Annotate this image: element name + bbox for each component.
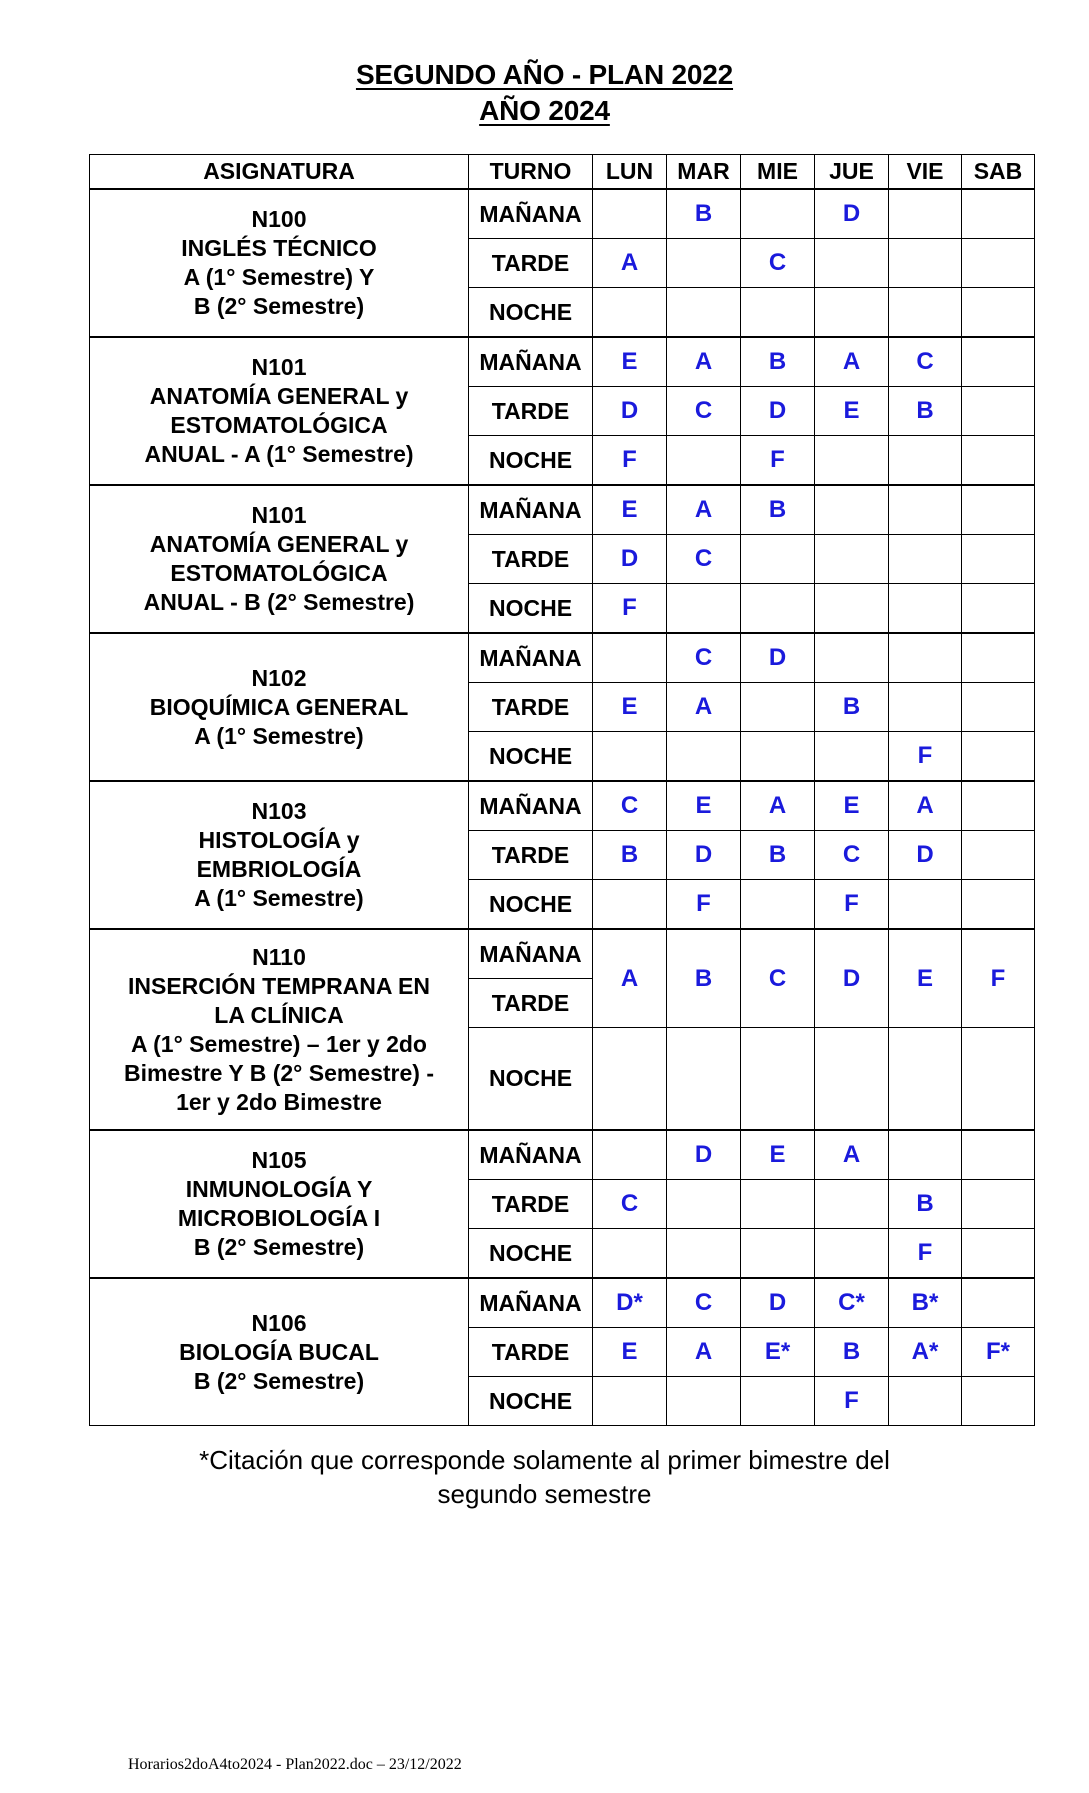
schedule-cell-lun (593, 1229, 667, 1279)
schedule-cell-mie (741, 683, 815, 732)
schedule-cell-sab (962, 1229, 1035, 1279)
schedule-cell-lun: D* (593, 1278, 667, 1328)
schedule-cell-mar (667, 584, 741, 634)
schedule-cell-lun: E (593, 485, 667, 535)
schedule-cell-lun: A (593, 929, 667, 1028)
schedule-cell-mar: F (667, 880, 741, 930)
table-row (90, 189, 1035, 239)
subject-line: 1er y 2do Bimestre (176, 1088, 382, 1115)
subject-line: MICROBIOLOGÍA I (177, 1205, 381, 1231)
subject-line: ANATOMÍA GENERAL y (149, 531, 409, 557)
schedule-cell-vie (889, 189, 962, 239)
schedule-cell-lun: E (593, 337, 667, 387)
subject-line: B (2° Semestre) (193, 1234, 365, 1260)
schedule-cell-lun (593, 633, 667, 683)
schedule-cell-mie: D (741, 387, 815, 436)
subject-cell (90, 485, 469, 633)
schedule-cell-mie: C (741, 929, 815, 1028)
turno-cell: TARDE (469, 831, 593, 880)
schedule-cell-mar: D (667, 831, 741, 880)
subject-cell (90, 1130, 469, 1278)
schedule-cell-vie: B* (889, 1278, 962, 1328)
schedule-cell-vie (889, 535, 962, 584)
turno-cell: TARDE (469, 683, 593, 732)
schedule-cell-sab (962, 1130, 1035, 1180)
table-row (90, 485, 1035, 535)
subject-cell (90, 929, 469, 1130)
schedule-cell-vie: B (889, 387, 962, 436)
turno-cell: MAÑANA (469, 337, 593, 387)
schedule-cell-mar (667, 1028, 741, 1131)
schedule-cell-sab (962, 1028, 1035, 1131)
schedule-cell-mie: F (741, 436, 815, 486)
table-header-row (90, 155, 1035, 190)
schedule-cell-jue: D (815, 189, 889, 239)
schedule-cell-jue (815, 485, 889, 535)
schedule-cell-jue: F (815, 1377, 889, 1426)
subject-line: INGLÉS TÉCNICO (181, 235, 377, 261)
turno-cell: MAÑANA (469, 485, 593, 535)
schedule-cell-mie (741, 189, 815, 239)
schedule-cell-mie: B (741, 831, 815, 880)
schedule-cell-lun: D (593, 535, 667, 584)
schedule-cell-vie (889, 436, 962, 486)
schedule-cell-jue (815, 1028, 889, 1131)
subject-code: N106 (251, 1309, 307, 1336)
turno-cell: TARDE (469, 535, 593, 584)
schedule-cell-vie (889, 1130, 962, 1180)
schedule-cell-mar: D (667, 1130, 741, 1180)
schedule-cell-jue: C* (815, 1278, 889, 1328)
schedule-cell-mie (741, 1180, 815, 1229)
subject-line: ANATOMÍA GENERAL y (149, 383, 409, 409)
schedule-cell-vie: C (889, 337, 962, 387)
header-lun: LUN (593, 155, 667, 190)
header-sab: SAB (962, 155, 1035, 190)
subject-line: INSERCIÓN TEMPRANA EN (128, 972, 430, 999)
schedule-cell-vie (889, 239, 962, 288)
turno-cell: NOCHE (469, 1229, 593, 1279)
schedule-cell-mie (741, 1229, 815, 1279)
subject-line: Bimestre Y B (2° Semestre) - (123, 1059, 435, 1086)
schedule-cell-sab (962, 880, 1035, 930)
schedule-cell-jue: C (815, 831, 889, 880)
subject-cell (90, 189, 469, 337)
schedule-cell-jue (815, 584, 889, 634)
schedule-cell-mie (741, 584, 815, 634)
schedule-cell-lun (593, 880, 667, 930)
schedule-cell-mar (667, 288, 741, 338)
schedule-cell-vie: E (889, 929, 962, 1028)
subject-line: ANUAL - A (1° Semestre) (144, 441, 414, 467)
schedule-cell-vie: D (889, 831, 962, 880)
table-row (90, 337, 1035, 387)
schedule-cell-jue: B (815, 1328, 889, 1377)
table-row (90, 929, 1035, 979)
schedule-cell-lun: E (593, 683, 667, 732)
turno-cell: TARDE (469, 1180, 593, 1229)
subject-code: N101 (251, 502, 307, 528)
schedule-cell-vie (889, 633, 962, 683)
schedule-cell-lun: C (593, 1180, 667, 1229)
header-mar: MAR (667, 155, 741, 190)
schedule-cell-jue (815, 239, 889, 288)
turno-cell: TARDE (469, 1328, 593, 1377)
schedule-table (89, 154, 1035, 1426)
schedule-cell-sab (962, 436, 1035, 486)
footnote (0, 1443, 1089, 1511)
schedule-cell-mie (741, 535, 815, 584)
schedule-cell-sab: F* (962, 1328, 1035, 1377)
schedule-cell-sab (962, 831, 1035, 880)
turno-cell: MAÑANA (469, 633, 593, 683)
schedule-cell-sab (962, 239, 1035, 288)
subject-line: ANUAL - B (2° Semestre) (143, 589, 415, 615)
schedule-cell-mar: C (667, 387, 741, 436)
schedule-cell-jue: B (815, 683, 889, 732)
subject-line: EMBRIOLOGÍA (196, 856, 362, 882)
schedule-cell-mar (667, 239, 741, 288)
schedule-cell-lun: F (593, 584, 667, 634)
subject-cell (90, 1278, 469, 1426)
schedule-cell-sab (962, 288, 1035, 338)
schedule-cell-jue: A (815, 1130, 889, 1180)
schedule-cell-mie (741, 880, 815, 930)
schedule-cell-sab (962, 337, 1035, 387)
subject-line: BIOQUÍMICA GENERAL (149, 693, 409, 720)
subject-code: N100 (251, 206, 307, 232)
schedule-cell-lun (593, 732, 667, 782)
schedule-cell-mie (741, 1028, 815, 1131)
schedule-cell-mar (667, 436, 741, 486)
schedule-cell-lun: E (593, 1328, 667, 1377)
schedule-cell-jue: F (815, 880, 889, 930)
turno-cell: MAÑANA (469, 781, 593, 831)
turno-cell: NOCHE (469, 880, 593, 930)
turno-cell: NOCHE (469, 1028, 593, 1131)
schedule-cell-lun: D (593, 387, 667, 436)
subject-cell (90, 337, 469, 485)
schedule-cell-lun: F (593, 436, 667, 486)
schedule-cell-vie: A (889, 781, 962, 831)
document-subtitle-year: AÑO 2024 (479, 95, 610, 126)
schedule-cell-sab (962, 633, 1035, 683)
table-row (90, 1278, 1035, 1328)
subject-line: A (1° Semestre) Y (183, 264, 375, 290)
schedule-cell-mie: E (741, 1130, 815, 1180)
schedule-cell-vie: B (889, 1180, 962, 1229)
turno-cell: MAÑANA (469, 189, 593, 239)
turno-cell: TARDE (469, 979, 593, 1028)
schedule-cell-mar: C (667, 633, 741, 683)
schedule-cell-mar (667, 732, 741, 782)
turno-cell: NOCHE (469, 288, 593, 338)
schedule-cell-lun (593, 1028, 667, 1131)
schedule-cell-vie: F (889, 1229, 962, 1279)
schedule-cell-mar: B (667, 929, 741, 1028)
subject-cell (90, 781, 469, 929)
schedule-cell-mar: A (667, 683, 741, 732)
schedule-cell-vie (889, 683, 962, 732)
schedule-cell-mie: E* (741, 1328, 815, 1377)
schedule-cell-mar: A (667, 337, 741, 387)
schedule-cell-vie (889, 1377, 962, 1426)
header-jue: JUE (815, 155, 889, 190)
turno-cell: NOCHE (469, 1377, 593, 1426)
subject-code: N101 (251, 354, 307, 380)
schedule-cell-jue (815, 732, 889, 782)
turno-cell: TARDE (469, 387, 593, 436)
schedule-cell-lun: B (593, 831, 667, 880)
schedule-cell-mie: D (741, 1278, 815, 1328)
schedule-cell-jue: A (815, 337, 889, 387)
table-row (90, 633, 1035, 683)
footnote-line-2: segundo semestre (437, 1479, 652, 1509)
schedule-cell-vie (889, 1028, 962, 1131)
header-asignatura: ASIGNATURA (90, 155, 469, 190)
schedule-cell-vie (889, 880, 962, 930)
schedule-cell-lun: A (593, 239, 667, 288)
subject-line: A (1° Semestre) (194, 722, 364, 749)
schedule-cell-mie: B (741, 485, 815, 535)
schedule-cell-sab (962, 189, 1035, 239)
schedule-body (90, 189, 1035, 1426)
subject-line: LA CLÍNICA (214, 1001, 344, 1028)
schedule-cell-vie (889, 584, 962, 634)
schedule-cell-mie (741, 732, 815, 782)
subject-line: ESTOMATOLÓGICA (170, 412, 388, 438)
schedule-cell-vie: F (889, 732, 962, 782)
schedule-cell-mar: A (667, 1328, 741, 1377)
schedule-cell-mar: C (667, 535, 741, 584)
schedule-cell-vie (889, 288, 962, 338)
schedule-cell-sab (962, 1377, 1035, 1426)
subject-line: B (2° Semestre) (193, 1367, 365, 1394)
schedule-cell-jue: E (815, 781, 889, 831)
schedule-cell-mie: C (741, 239, 815, 288)
turno-cell: MAÑANA (469, 929, 593, 979)
schedule-cell-sab (962, 781, 1035, 831)
subject-code: N105 (251, 1147, 307, 1173)
subject-line: INMUNOLOGÍA Y (185, 1176, 373, 1202)
schedule-cell-jue: E (815, 387, 889, 436)
schedule-cell-sab (962, 1180, 1035, 1229)
subject-line: B (2° Semestre) (193, 293, 365, 319)
schedule-cell-jue (815, 633, 889, 683)
subject-line: BIOLOGÍA BUCAL (179, 1338, 379, 1365)
subject-line: A (1° Semestre) (194, 885, 364, 911)
schedule-cell-jue: D (815, 929, 889, 1028)
schedule-cell-lun (593, 189, 667, 239)
schedule-cell-sab (962, 584, 1035, 634)
schedule-cell-jue (815, 436, 889, 486)
schedule-cell-lun: C (593, 781, 667, 831)
schedule-cell-vie: A* (889, 1328, 962, 1377)
header-turno: TURNO (469, 155, 593, 190)
schedule-cell-sab (962, 535, 1035, 584)
schedule-cell-vie (889, 485, 962, 535)
schedule-cell-jue (815, 535, 889, 584)
schedule-cell-mie (741, 288, 815, 338)
turno-cell: MAÑANA (469, 1278, 593, 1328)
schedule-cell-mar: E (667, 781, 741, 831)
schedule-cell-mar (667, 1229, 741, 1279)
schedule-cell-lun (593, 1377, 667, 1426)
turno-cell: NOCHE (469, 732, 593, 782)
subject-line: ESTOMATOLÓGICA (170, 560, 388, 586)
schedule-cell-sab (962, 1278, 1035, 1328)
schedule-cell-jue (815, 288, 889, 338)
subject-code: N110 (252, 943, 306, 970)
schedule-cell-mie: B (741, 337, 815, 387)
table-row (90, 781, 1035, 831)
schedule-cell-sab (962, 683, 1035, 732)
schedule-cell-sab (962, 387, 1035, 436)
schedule-cell-mar: B (667, 189, 741, 239)
turno-cell: NOCHE (469, 436, 593, 486)
schedule-cell-sab (962, 732, 1035, 782)
schedule-cell-mar (667, 1180, 741, 1229)
turno-cell: NOCHE (469, 584, 593, 634)
schedule-cell-mar: A (667, 485, 741, 535)
footnote-line-1: *Citación que corresponde solamente al primer bimestre del (199, 1445, 890, 1475)
turno-cell: TARDE (469, 239, 593, 288)
schedule-cell-sab (962, 485, 1035, 535)
schedule-cell-sab: F (962, 929, 1035, 1028)
schedule-cell-mie: A (741, 781, 815, 831)
schedule-cell-mar: C (667, 1278, 741, 1328)
schedule-cell-mie: D (741, 633, 815, 683)
schedule-cell-mar (667, 1377, 741, 1426)
schedule-cell-jue (815, 1229, 889, 1279)
header-vie: VIE (889, 155, 962, 190)
table-row (90, 1130, 1035, 1180)
header-mie: MIE (741, 155, 815, 190)
turno-cell: MAÑANA (469, 1130, 593, 1180)
subject-code: N102 (251, 664, 307, 691)
schedule-cell-mie (741, 1377, 815, 1426)
file-footer: Horarios2doA4to2024 - Plan2022.doc – 23/12/2022 (128, 1756, 462, 1773)
document-title: SEGUNDO AÑO - PLAN 2022 (355, 59, 734, 90)
schedule-cell-jue (815, 1180, 889, 1229)
subject-cell (90, 633, 469, 781)
subject-line: HISTOLOGÍA y (198, 827, 360, 853)
subject-code: N103 (251, 798, 307, 824)
schedule-cell-lun (593, 1130, 667, 1180)
schedule-cell-lun (593, 288, 667, 338)
subject-line: A (1° Semestre) – 1er y 2do (131, 1030, 427, 1057)
